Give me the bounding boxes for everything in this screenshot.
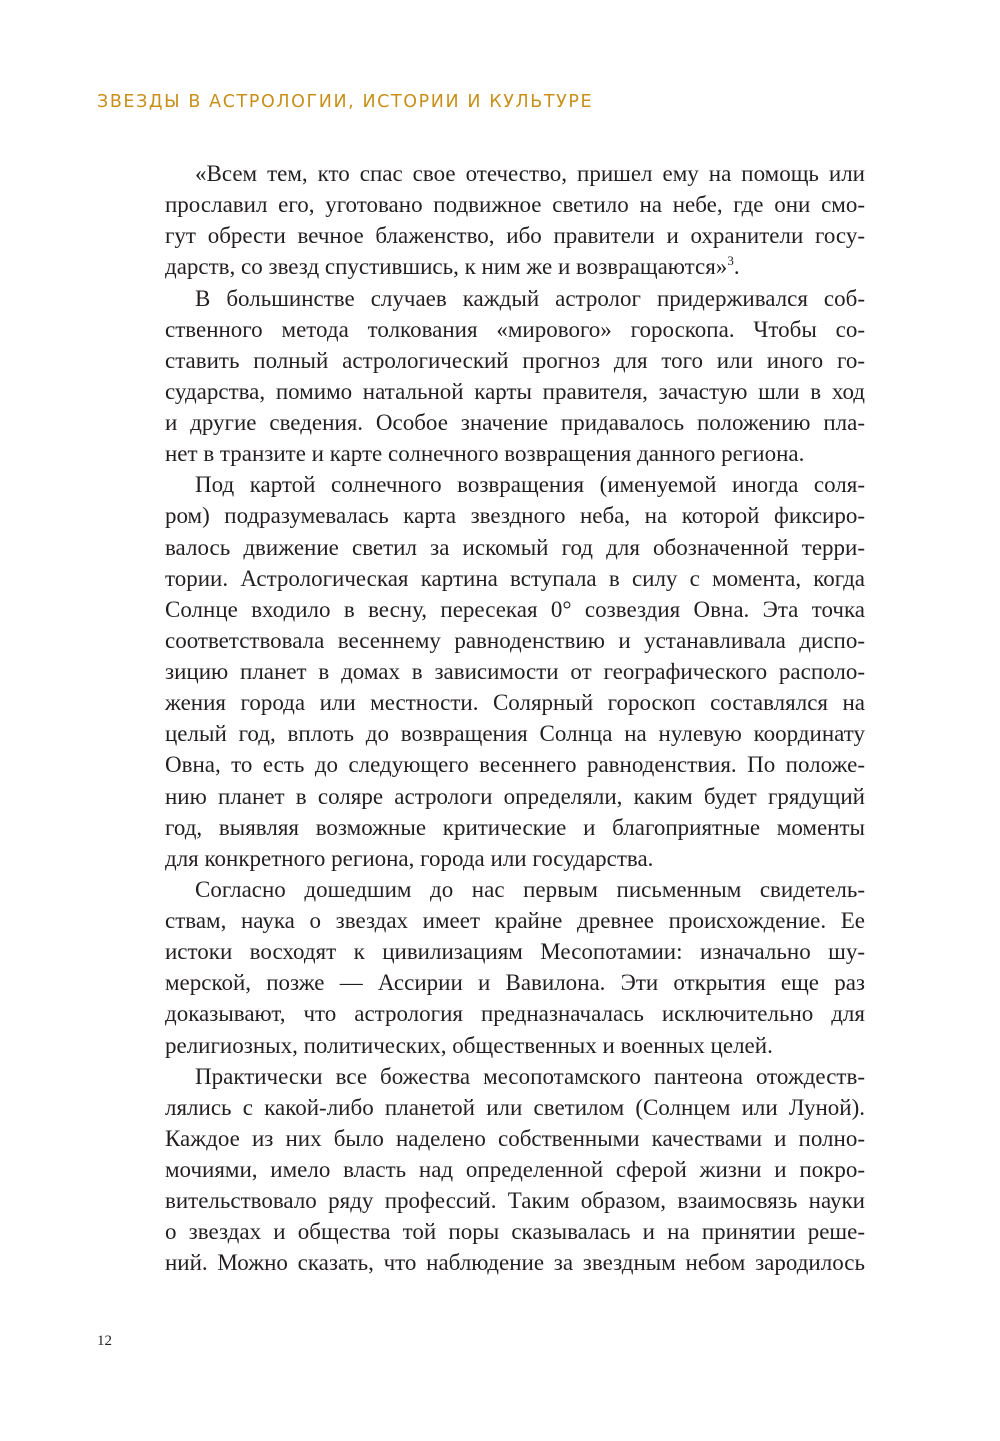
line-text: В большинстве случаев каждый астролог придерживался соб- xyxy=(195,285,865,311)
line-text: дарств, со звезд спустившись, к ним же и возвращаются» xyxy=(165,254,728,280)
line-text: валось движение светил за искомый год для обозначенной терри- xyxy=(165,534,865,560)
text-line xyxy=(165,563,865,594)
text-line xyxy=(165,718,865,749)
text-line xyxy=(165,1061,865,1092)
line-text: нию планет в соляре астрологи определяли, каким будет грядущий xyxy=(165,783,865,809)
line-text: мочиями, имело власть над определенной сферой жизни и покро- xyxy=(165,1157,865,1182)
paragraph xyxy=(165,469,865,874)
line-text: целый год, вплоть до возвращения Солнца на нулевую координату xyxy=(165,721,865,747)
text-line xyxy=(165,687,865,718)
text-line xyxy=(165,781,865,812)
line-text: сударства, помимо натальной карты правителя, зачастую шли в ход xyxy=(165,378,865,404)
text-line xyxy=(165,438,865,469)
text-line xyxy=(165,532,865,563)
text-line xyxy=(165,1030,865,1061)
text-line xyxy=(165,407,865,438)
line-text: ний. Можно сказать, что наблюдение за звездным небом зародилось xyxy=(165,1250,865,1276)
line-text: ственного метода толкования «мирового» гороскопа. Чтобы со- xyxy=(165,316,865,342)
text-line xyxy=(165,345,865,376)
text-line xyxy=(165,158,865,189)
page-number: 12 xyxy=(97,1333,112,1349)
line-text: нет в транзите и карте солнечного возвращения данного региона. xyxy=(165,441,805,467)
line-text: о звездах и общества той поры сказывалась и на принятии реше- xyxy=(165,1219,865,1245)
text-line xyxy=(165,1154,865,1185)
line-text: Под картой солнечного возвращения (именуемой иногда соля- xyxy=(195,472,865,498)
text-line xyxy=(165,1123,865,1154)
text-line xyxy=(165,189,865,220)
text-line xyxy=(165,1216,865,1247)
text-line xyxy=(165,594,865,625)
text-line xyxy=(165,905,865,936)
text-line xyxy=(165,936,865,967)
text-line xyxy=(165,1092,865,1123)
text-line xyxy=(165,1185,865,1216)
line-text: вительствовало ряду профессий. Таким образом, взаимосвязь науки xyxy=(165,1188,865,1214)
text-line xyxy=(165,500,865,531)
line-text: тории. Астрологическая картина вступала в силу с момента, когда xyxy=(165,565,865,591)
text-line xyxy=(165,874,865,905)
line-text: жения города или местности. Солярный гороскоп составлялся на xyxy=(165,690,865,716)
text-line xyxy=(165,843,865,874)
line-text: Согласно дошедшим до нас первым письменным свидетель- xyxy=(195,876,865,902)
paragraph xyxy=(165,158,865,283)
paragraph xyxy=(165,1061,865,1279)
body-text xyxy=(165,158,865,1279)
text-line xyxy=(165,251,865,282)
punctuation: . xyxy=(733,254,740,280)
line-text: ром) подразумевалась карта звездного неба, на которой фиксиро- xyxy=(165,503,865,529)
line-text: соответствовала весеннему равноденствию и устанавливала диспо- xyxy=(165,627,865,653)
line-text: год, выявляя возможные критические и благоприятные моменты xyxy=(165,814,865,840)
line-text: мерской, позже — Ассирии и Вавилона. Эти открытия еще раз xyxy=(165,970,865,996)
text-line xyxy=(165,1247,865,1278)
line-text: ставить полный астрологический прогноз для того или иного го- xyxy=(165,347,865,373)
text-line xyxy=(165,469,865,500)
text-line xyxy=(165,812,865,843)
text-line xyxy=(165,625,865,656)
line-text: прославил его, уготовано подвижное светило на небе, где они смо- xyxy=(165,192,865,218)
line-text: и другие сведения. Особое значение придавалось положению пла- xyxy=(165,410,865,435)
line-text: зицию планет в домах в зависимости от географического располо- xyxy=(165,659,865,684)
paragraph xyxy=(165,874,865,1061)
text-line xyxy=(165,376,865,407)
line-text: Солнце входило в весну, пересекая 0° созвездия Овна. Эта точка xyxy=(165,596,865,622)
line-text: Практически все божества месопотамского пантеона отождеств- xyxy=(195,1063,865,1089)
paragraph xyxy=(165,283,865,470)
line-text: Овна, то есть до следующего весеннего равноденствия. По положе- xyxy=(165,752,865,778)
text-line xyxy=(165,998,865,1029)
text-line xyxy=(165,220,865,251)
text-line xyxy=(165,283,865,314)
text-line xyxy=(165,967,865,998)
running-header: ЗВЕЗДЫ В АСТРОЛОГИИ, ИСТОРИИ И КУЛЬТУРЕ xyxy=(97,92,594,112)
line-text: для конкретного региона, города или государства. xyxy=(165,845,654,871)
line-text: религиозных, политических, общественных и военных целей. xyxy=(165,1032,773,1058)
line-text: истоки восходят к цивилизациям Месопотамии: изначально шу- xyxy=(165,939,865,965)
line-text: «Всем тем, кто спас свое отечество, пришел ему на помощь или xyxy=(195,161,865,186)
line-text: доказывают, что астрология предназначалась исключительно для xyxy=(165,1001,865,1027)
line-text: гут обрести вечное блаженство, ибо правители и охранители госу- xyxy=(165,223,865,249)
line-text: лялись с какой-либо планетой или светилом (Солнцем или Луной). xyxy=(165,1094,865,1120)
footnote-reference: 3 xyxy=(727,253,734,269)
line-text: Каждое из них было наделено собственными качествами и полно- xyxy=(165,1125,865,1151)
text-line xyxy=(165,314,865,345)
line-text: ствам, наука о звездах имеет крайне древнее происхождение. Ее xyxy=(165,908,865,933)
text-line xyxy=(165,656,865,687)
text-line xyxy=(165,749,865,780)
